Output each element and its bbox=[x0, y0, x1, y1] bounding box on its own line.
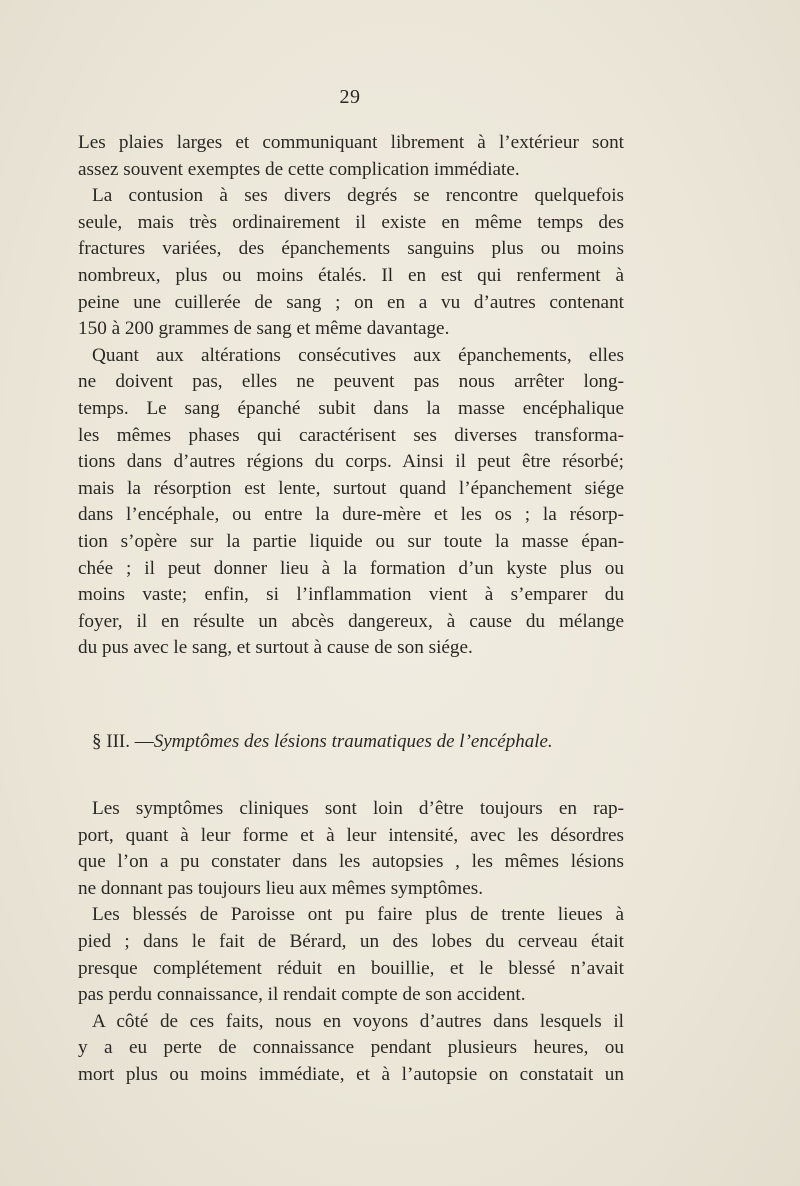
text-line: du pus avec le sang, et surtout à cause de son siége. bbox=[78, 637, 473, 659]
text-line: moins vaste; enfin, si l’inflammation vient à s’emparer du bbox=[78, 584, 624, 606]
section-dash: — bbox=[129, 731, 154, 752]
text-line: ne doivent pas, elles ne peuvent pas nous arrêter long- bbox=[78, 371, 624, 393]
text-line: foyer, il en résulte un abcès dangereux, à cause du mélange bbox=[78, 610, 624, 632]
text-line: peine une cuillerée de sang ; on en a vu d’autres contenant bbox=[78, 291, 624, 313]
text-line: seule, mais très ordinairement il existe en même temps des bbox=[78, 211, 624, 233]
text-line: Quant aux altérations consécutives aux épanchements, elles bbox=[92, 344, 624, 366]
text-line: dans l’encéphale, ou entre la dure-mère et les os ; la résorp- bbox=[78, 504, 624, 526]
text-line: Les blessés de Paroisse ont pu faire plus de trente lieues à bbox=[92, 904, 624, 926]
text-line: port, quant à leur forme et à leur intensité, avec les désordres bbox=[78, 824, 624, 846]
section-number: § III. bbox=[92, 731, 130, 752]
text-block-lower bbox=[78, 796, 624, 1089]
text-line: chée ; il peut donner lieu à la formation d’un kyste plus ou bbox=[78, 557, 624, 579]
text-line: temps. Le sang épanché subit dans la masse encéphalique bbox=[78, 397, 624, 419]
text-line: assez souvent exemptes de cette complication immédiate. bbox=[78, 158, 520, 180]
text-line: pas perdu connaissance, il rendait compte de son accident. bbox=[78, 984, 526, 1006]
text-line: A côté de ces faits, nous en voyons d’autres dans lesquels il bbox=[92, 1010, 624, 1032]
text-line: les mêmes phases qui caractérisent ses diverses transforma- bbox=[78, 424, 624, 446]
text-line: La contusion à ses divers degrés se rencontre quelquefois bbox=[92, 185, 624, 207]
text-line: que l’on a pu constater dans les autopsies , les mêmes lésions bbox=[78, 851, 624, 873]
text-line: y a eu perte de connaissance pendant plusieurs heures, ou bbox=[78, 1037, 624, 1059]
text-line: presque complétement réduit en bouillie, et le blessé n’avait bbox=[78, 957, 624, 979]
text-line: nombreux, plus ou moins étalés. Il en est qui renferment à bbox=[78, 264, 624, 286]
page-number: 29 bbox=[339, 86, 361, 108]
text-line: mort plus ou moins immédiate, et à l’autopsie on constatait un bbox=[78, 1063, 624, 1085]
text-line: 150 à 200 grammes de sang et même davantage. bbox=[78, 318, 450, 340]
text-line: ne donnant pas toujours lieu aux mêmes symptômes. bbox=[78, 877, 484, 899]
text-block-upper bbox=[78, 130, 624, 662]
text-line: Les plaies larges et communiquant librement à l’extérieur sont bbox=[78, 132, 624, 153]
text-line: tions dans d’autres régions du corps. Ainsi il peut être résorbé; bbox=[78, 451, 624, 473]
text-line: tion s’opère sur la partie liquide ou sur toute la masse épan- bbox=[78, 530, 624, 552]
text-line: fractures variées, des épanchements sanguins plus ou moins bbox=[78, 238, 624, 260]
text-line: Les symptômes cliniques sont loin d’être toujours en rap- bbox=[92, 798, 624, 819]
section-title: Symptômes des lésions traumatiques de l’encéphale. bbox=[153, 731, 553, 752]
section-heading bbox=[92, 731, 553, 753]
text-line: mais la résorption est lente, surtout quand l’épanchement siége bbox=[78, 477, 624, 499]
text-line: pied ; dans le fait de Bérard, un des lobes du cerveau était bbox=[78, 930, 624, 952]
